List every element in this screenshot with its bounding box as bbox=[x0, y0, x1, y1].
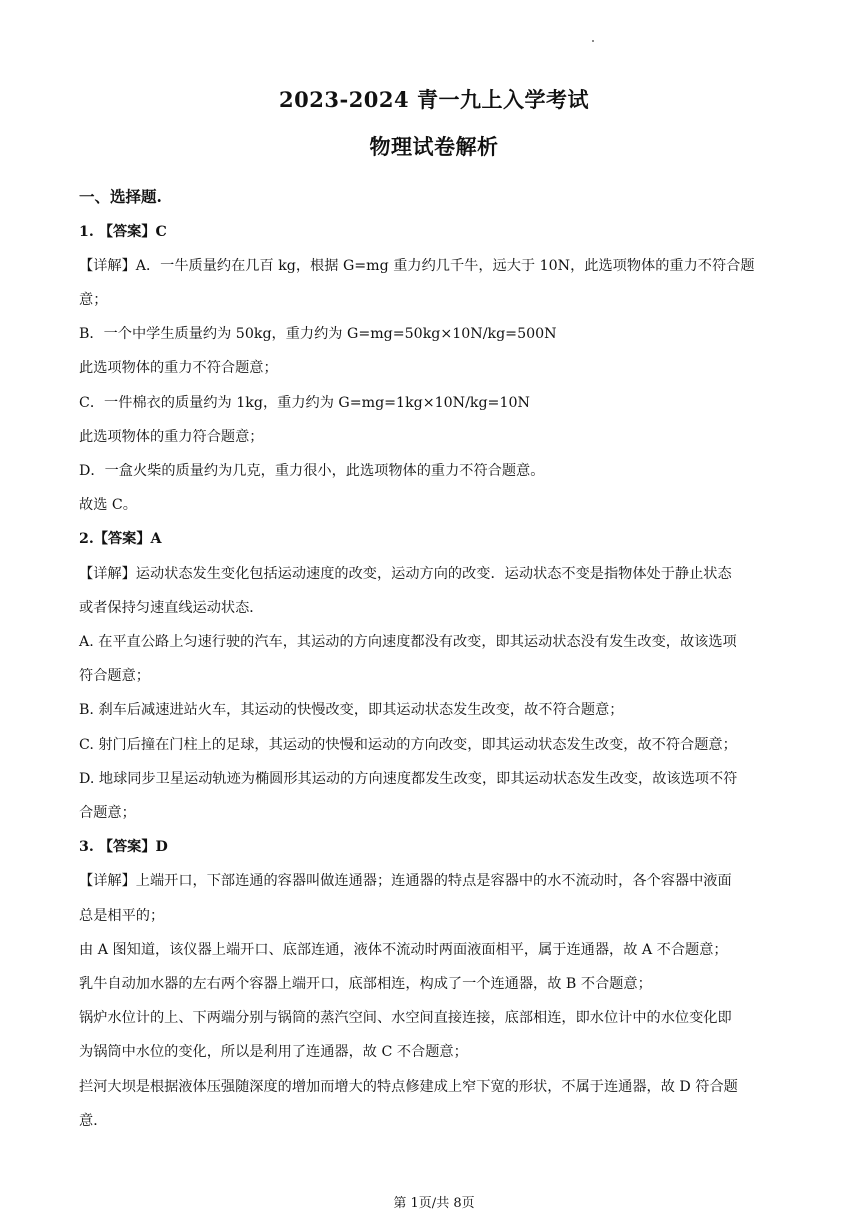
explanation-line: 为锅筒中水位的变化，所以是利用了连通器，故 C 不合题意； bbox=[79, 1044, 468, 1060]
section-heading: 一、选择题. bbox=[79, 187, 162, 206]
exam-title: 2023-2024 青一九上入学考试 bbox=[279, 87, 589, 112]
explanation-line: 【详解】上端开口，下部连通的容器叫做连通器；连通器的特点是容器中的水不流动时，各个容器中液面 bbox=[79, 873, 732, 889]
explanation-line: 合题意； bbox=[79, 805, 136, 821]
answer-heading-1: 1. 【答案】C bbox=[79, 224, 167, 240]
explanation-line: 此选项物体的重力符合题意； bbox=[79, 429, 264, 445]
scan-dot bbox=[592, 40, 594, 42]
exam-subtitle: 物理试卷解析 bbox=[369, 134, 499, 159]
explanation-line: 符合题意； bbox=[79, 668, 150, 684]
explanation-line: C. 射门后撞在门柱上的足球，其运动的快慢和运动的方向改变，即其运动状态发生改变，故不符合题意； bbox=[79, 737, 737, 753]
explanation-line: 锅炉水位计的上、下两端分别与锅筒的蒸汽空间、水空间直接连接，底部相连，即水位计中的水位变化即 bbox=[79, 1010, 732, 1026]
explanation-line: 或者保持匀速直线运动状态． bbox=[79, 600, 264, 616]
explanation-line: 拦河大坝是根据液体压强随深度的增加而增大的特点修建成上窄下宽的形状，不属于连通器，故 D 符合题 bbox=[79, 1079, 738, 1095]
explanation-line: 由 A 图知道，该仪器上端开口、底部连通，液体不流动时两面液面相平，属于连通器，故 A 不合题意； bbox=[79, 942, 728, 958]
page-footer: 第 1页/共 8页 bbox=[393, 1196, 475, 1211]
explanation-line: D．一盒火柴的质量约为几克，重力很小，此选项物体的重力不符合题意。 bbox=[79, 463, 545, 479]
explanation-line: B．一个中学生质量约为 50kg，重力约为 G=mg=50kg×10N/kg=500N bbox=[79, 326, 557, 342]
explanation-line: 故选 C。 bbox=[79, 497, 137, 513]
explanation-line: D. 地球同步卫星运动轨迹为椭圆形其运动的方向速度都发生改变，即其运动状态发生改变，故该选项不符 bbox=[79, 771, 738, 787]
explanation-line: 乳牛自动加水器的左右两个容器上端开口，底部相连，构成了一个连通器，故 B 不合题意； bbox=[79, 976, 652, 992]
answer-heading-2: 2.【答案】A bbox=[79, 531, 162, 547]
explanation-line: 意． bbox=[79, 1113, 108, 1129]
explanation-line: 总是相平的； bbox=[79, 908, 165, 924]
explanation-line: 【详解】A．一牛质量约在几百 kg，根据 G=mg 重力约几千牛，远大于 10N，此选项物体的重力不符合题 bbox=[79, 258, 755, 274]
explanation-line: C．一件棉衣的质量约为 1kg，重力约为 G=mg=1kg×10N/kg=10N bbox=[79, 395, 530, 411]
explanation-line: A. 在平直公路上匀速行驶的汽车，其运动的方向速度都没有改变，即其运动状态没有发生改变，故该选项 bbox=[79, 634, 737, 650]
answer-heading-3: 3. 【答案】D bbox=[79, 839, 168, 855]
explanation-line: B. 刹车后减速进站火车，其运动的快慢改变，即其运动状态发生改变，故不符合题意； bbox=[79, 702, 624, 718]
explanation-line: 此选项物体的重力不符合题意； bbox=[79, 360, 278, 376]
explanation-line: 【详解】运动状态发生变化包括运动速度的改变，运动方向的改变．运动状态不变是指物体处于静止状态 bbox=[79, 566, 732, 582]
explanation-line: 意； bbox=[79, 292, 108, 308]
